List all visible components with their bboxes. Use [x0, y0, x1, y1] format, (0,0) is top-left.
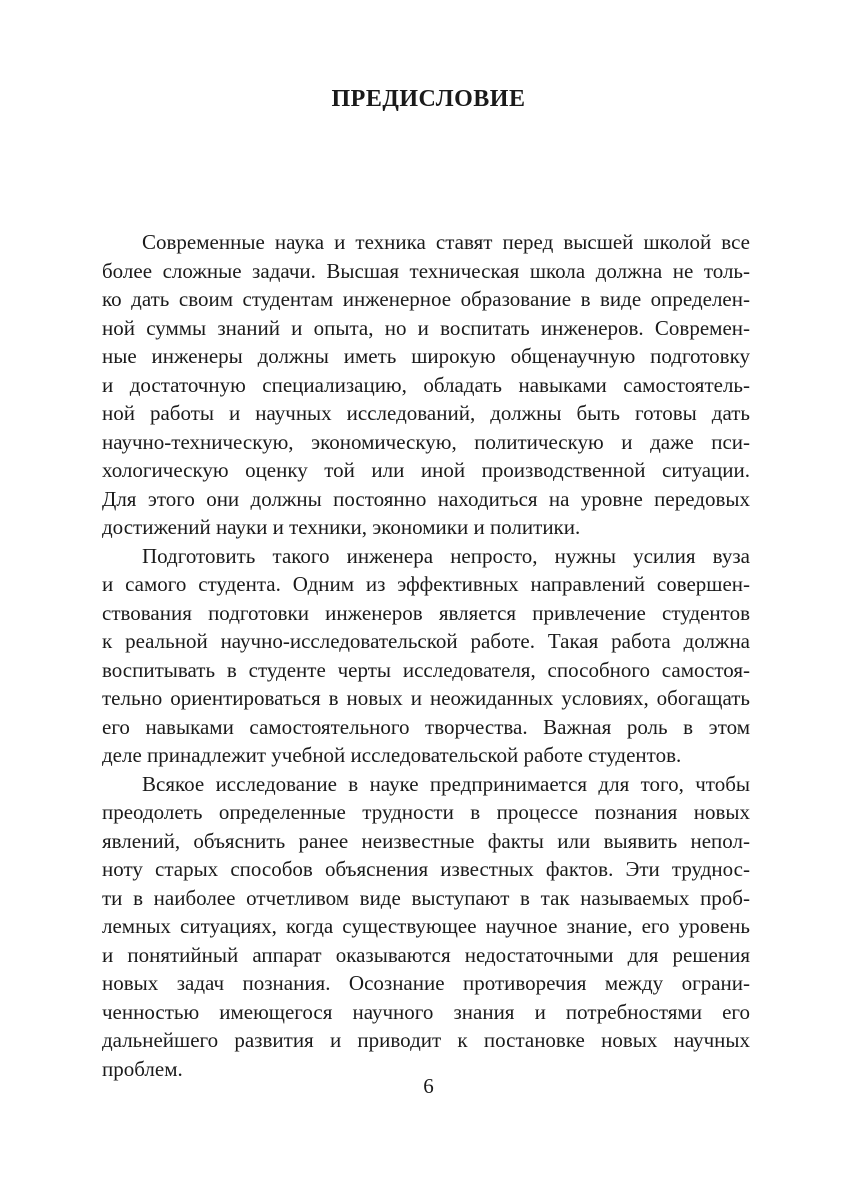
- text-line: ноту старых способов объяснения известных фактов. Эти труднос-: [102, 857, 750, 881]
- text-line: ко дать своим студентам инженерное образование в виде определен-: [102, 287, 750, 311]
- text-line: и самого студента. Одним из эффективных направлений совершен-: [102, 572, 750, 596]
- paragraph-3: [102, 770, 750, 1084]
- text-line: лемных ситуациях, когда существующее научное знание, его уровень: [102, 914, 750, 938]
- body-text: [102, 228, 750, 1083]
- text-line: достижений науки и техники, экономики и политики.: [102, 515, 581, 539]
- text-line: дальнейшего развития и приводит к постановке новых научных: [102, 1028, 750, 1052]
- text-line: его навыками самостоятельного творчества. Важная роль в этом: [102, 714, 750, 739]
- text-line: ти в наиболее отчетливом виде выступают в так называемых проб-: [102, 885, 750, 910]
- text-line: ные инженеры должны иметь широкую общенаучную подготовку: [102, 344, 750, 368]
- page-number: 6: [423, 1074, 434, 1098]
- text-line: и понятийный аппарат оказываются недостаточными для решения: [102, 942, 750, 967]
- text-line: Современные наука и техника ставят перед высшей школой все: [142, 230, 750, 254]
- paragraph-1: [102, 228, 750, 542]
- text-line: и достаточную специализацию, обладать навыками самостоятель-: [102, 372, 750, 397]
- text-line: более сложные задачи. Высшая техническая школа должна не толь-: [102, 258, 750, 283]
- page-title: ПРЕДИСЛОВИЕ: [331, 86, 526, 112]
- text-line: ной работы и научных исследований, должны быть готовы дать: [102, 401, 750, 425]
- text-line: ствования подготовки инженеров является привлечение студентов: [102, 600, 750, 625]
- paragraph-2: [102, 542, 750, 770]
- text-line: ченностью имеющегося научного знания и потребностями его: [102, 999, 750, 1024]
- text-line: хологическую оценку той или иной производственной ситуации.: [102, 458, 750, 482]
- text-line: деле принадлежит учебной исследовательской работе студентов.: [102, 743, 682, 767]
- text-line: Всякое исследование в науке предпринимается для того, чтобы: [142, 771, 750, 796]
- text-line: научно-техническую, экономическую, политическую и даже пси-: [102, 429, 750, 454]
- text-line: воспитывать в студенте черты исследователя, способного самостоя-: [102, 657, 750, 682]
- text-line: проблем.: [102, 1056, 183, 1081]
- text-line: преодолеть определенные трудности в процессе познания новых: [102, 800, 750, 824]
- text-line: новых задач познания. Осознание противоречия между ограни-: [102, 971, 750, 995]
- text-line: Подготовить такого инженера непросто, нужны усилия вуза: [142, 543, 750, 568]
- text-line: к реальной научно-исследовательской работе. Такая работа должна: [102, 629, 750, 653]
- text-line: Для этого они должны постоянно находиться на уровне передовых: [102, 486, 750, 511]
- text-line: тельно ориентироваться в новых и неожиданных условиях, обогащать: [102, 686, 750, 710]
- text-line: ной суммы знаний и опыта, но и воспитать инженеров. Современ-: [102, 315, 750, 340]
- text-line: явлений, объяснить ранее неизвестные факты или выявить непол-: [102, 828, 750, 853]
